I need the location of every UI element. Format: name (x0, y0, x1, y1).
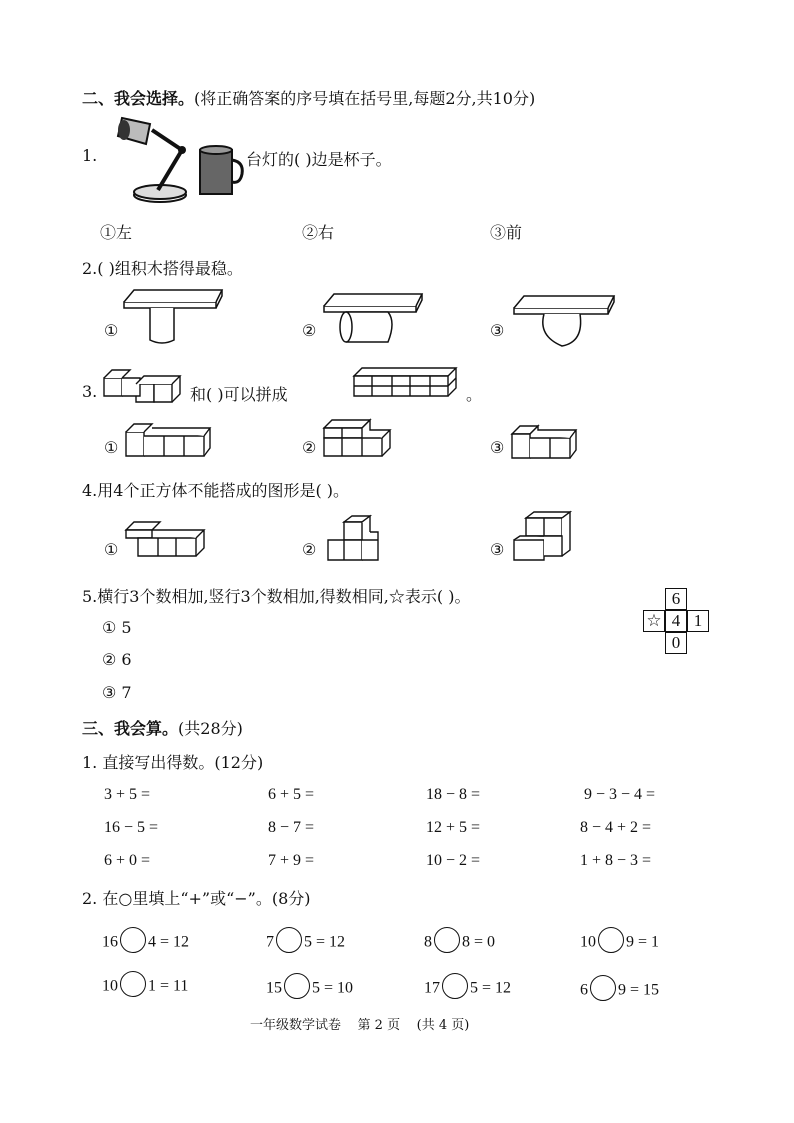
q5-option-2: ② 6 (102, 650, 132, 669)
grid-center: 4 (665, 610, 687, 632)
blocks-board-on-cylinder (122, 286, 222, 348)
q5-option-3: ③ 7 (102, 683, 132, 702)
section3-q2-title: 2. 在○里填上“+”或“−”。(8分) (82, 889, 311, 908)
fill-sign-item: 7 5 = 12 (266, 930, 345, 956)
q2-option-2: ② (302, 321, 317, 340)
q4-option-1-cubes (124, 520, 208, 560)
footer-page: 第 2 页 (357, 1018, 401, 1033)
calc-item: 6 + 0 = (104, 852, 151, 869)
q3-option-2: ② (302, 438, 317, 457)
q3-cube-shape-a (102, 364, 188, 404)
q4-option-3-cubes (512, 510, 576, 566)
q1-option-2: ②右 (302, 223, 335, 242)
sign-circle-input[interactable] (442, 973, 468, 999)
q4-option-2: ② (302, 540, 317, 559)
q5-option-1: ① 5 (102, 618, 132, 637)
calc-item: 7 + 9 = (268, 852, 315, 869)
q3-text: 和( )可以拼成 (190, 385, 288, 404)
fill-sign-item: 10 9 = 1 (580, 930, 659, 956)
q1-number: 1. (82, 146, 98, 165)
q2-option-1: ① (104, 321, 119, 340)
q3-option-3-cubes (510, 420, 578, 462)
calc-item: 6 + 5 = (268, 786, 315, 803)
q5-text: 5.横行3个数相加,竖行3个数相加,得数相同,☆表示( )。 (82, 587, 471, 606)
q4-option-3: ③ (490, 540, 505, 559)
blocks-board-on-lying-cylinder (322, 290, 422, 352)
q3-option-1-cubes (124, 418, 214, 460)
q2-option-3: ③ (490, 321, 505, 340)
calc-item: 16 − 5 = (104, 819, 159, 836)
calc-item: 10 − 2 = (426, 852, 481, 869)
section3-q1-title: 1. 直接写出得数。(12分) (82, 753, 264, 772)
page-footer (250, 1014, 469, 1033)
q4-text: 4.用4个正方体不能搭成的图形是( )。 (82, 481, 350, 500)
fill-sign-item: 6 9 = 15 (580, 978, 659, 1004)
q3-target-shape (352, 364, 462, 404)
q1-text: 台灯的( )边是杯子。 (246, 150, 392, 169)
calc-item: 12 + 5 = (426, 819, 481, 836)
q4-option-1: ① (104, 540, 119, 559)
calc-item: 8 − 4 + 2 = (580, 819, 652, 836)
grid-bottom: 0 (665, 632, 687, 654)
q3-number: 3. (82, 382, 98, 401)
q3-option-2-cubes (322, 418, 394, 460)
footer-total: (共 4 页) (416, 1018, 470, 1033)
section2-title: 二、我会选择。(将正确答案的序号填在括号里,每题2分,共10分) (82, 89, 536, 108)
q1-option-3: ③前 (490, 223, 523, 242)
fill-sign-item: 16 4 = 12 (102, 930, 189, 956)
sign-circle-input[interactable] (120, 927, 146, 953)
section3-title: 三、我会算。(共28分) (82, 719, 243, 738)
calc-item: 18 − 8 = (426, 786, 481, 803)
q1-option-1: ①左 (100, 223, 133, 242)
fill-sign-item: 10 1 = 11 (102, 974, 188, 1000)
sign-circle-input[interactable] (284, 973, 310, 999)
sign-circle-input[interactable] (590, 975, 616, 1001)
q2-text: 2.( )组积木搭得最稳。 (82, 259, 243, 278)
grid-left-star: ☆ (643, 610, 665, 632)
q3-end: 。 (466, 385, 483, 404)
fill-sign-item: 15 5 = 10 (266, 976, 353, 1002)
sign-circle-input[interactable] (120, 971, 146, 997)
desk-lamp-illustration (112, 110, 242, 205)
calc-item: 1 + 8 − 3 = (580, 852, 652, 869)
sign-circle-input[interactable] (598, 927, 624, 953)
calc-item: 3 + 5 = (104, 786, 151, 803)
calc-item: 8 − 7 = (268, 819, 315, 836)
blocks-board-on-sphere (512, 292, 616, 354)
sign-circle-input[interactable] (434, 927, 460, 953)
calc-item: 9 − 3 − 4 = (584, 786, 656, 803)
q4-option-2-cubes (326, 514, 386, 564)
fill-sign-item: 8 8 = 0 (424, 930, 495, 956)
grid-top: 6 (665, 588, 687, 610)
q3-option-1: ① (104, 438, 119, 457)
q3-option-3: ③ (490, 438, 505, 457)
footer-name: 一年级数学试卷 (250, 1018, 342, 1033)
sign-circle-input[interactable] (276, 927, 302, 953)
grid-right: 1 (687, 610, 709, 632)
fill-sign-item: 17 5 = 12 (424, 976, 511, 1002)
